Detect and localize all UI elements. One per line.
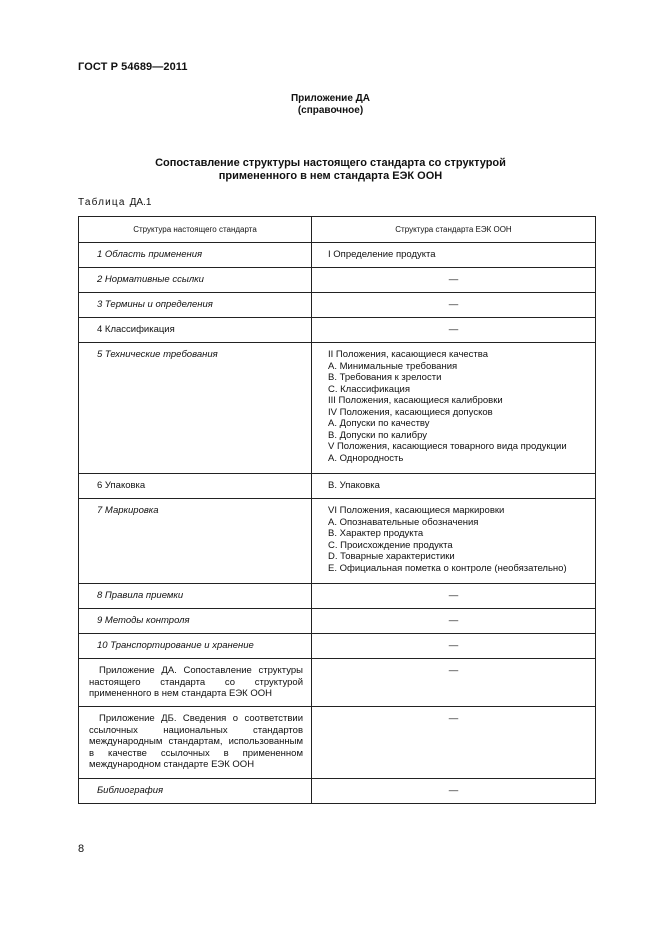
row-left-cell: 6 Упаковка xyxy=(79,474,312,499)
row-right-cell xyxy=(312,243,596,268)
right-cell-line: B. Требования к зрелости xyxy=(328,372,442,383)
table-row xyxy=(79,474,596,499)
table-row xyxy=(79,707,596,779)
row-left-cell: 3 Термины и определения xyxy=(79,293,312,318)
row-right-cell xyxy=(312,499,596,584)
column-header-unece: Структура стандарта ЕЭК ООН xyxy=(312,217,596,243)
table-row xyxy=(79,584,596,609)
row-left-cell: 4 Классификация xyxy=(79,318,312,343)
table-row xyxy=(79,268,596,293)
row-left-cell: 1 Область применения xyxy=(79,243,312,268)
table-label-prefix: Таблица xyxy=(78,197,126,208)
row-right-cell xyxy=(312,474,596,499)
right-cell-line: B. Упаковка xyxy=(328,480,380,491)
right-cell-line: A. Однородность xyxy=(328,452,404,464)
table-row xyxy=(79,634,596,659)
table-label xyxy=(78,197,151,208)
table-label-number: ДА.1 xyxy=(129,197,152,208)
right-cell-line: I Определение продукта xyxy=(328,249,436,260)
table-row xyxy=(79,343,596,474)
row-right-cell: — xyxy=(312,707,596,779)
right-cell-line: A. Допуски по качеству xyxy=(328,418,430,429)
row-right-cell: — xyxy=(312,268,596,293)
row-left-cell: Приложение ДА. Сопоставление структуры настоящего стандарта со структурой примененного в нем стандарта ЕЭК ООН xyxy=(79,659,312,707)
table-row xyxy=(79,779,596,804)
section-heading-line2: примененного в нем стандарта ЕЭК ООН xyxy=(218,170,443,182)
row-right-cell: — xyxy=(312,779,596,804)
table-header-row xyxy=(79,217,596,243)
right-cell-line: II Положения, касающиеся качества xyxy=(328,349,489,360)
comparison-table xyxy=(78,216,596,804)
table-row xyxy=(79,293,596,318)
table-row xyxy=(79,318,596,343)
row-right-cell: — xyxy=(312,584,596,609)
section-heading-line1: Сопоставление структуры настоящего стандарта со структурой xyxy=(155,157,506,169)
row-left-cell: 9 Методы контроля xyxy=(79,609,312,634)
column-header-national: Структура настоящего стандарта xyxy=(79,217,312,243)
row-left-cell: 2 Нормативные ссылки xyxy=(79,268,312,293)
right-cell-line: B. Допуски по калибру xyxy=(328,429,428,441)
appendix-title: Приложение ДА xyxy=(290,93,371,104)
table-row xyxy=(79,609,596,634)
table-row xyxy=(79,659,596,707)
row-left-cell: 5 Технические требования xyxy=(79,343,312,474)
row-right-cell: — xyxy=(312,634,596,659)
section-heading xyxy=(0,157,661,183)
right-cell-line: D. Товарные характеристики xyxy=(328,551,455,562)
row-right-cell: — xyxy=(312,318,596,343)
right-cell-line: C. Классификация xyxy=(328,383,410,395)
right-cell-line: IV Положения, касающиеся допусков xyxy=(328,406,493,418)
right-cell-line: III Положения, касающиеся калибровки xyxy=(328,395,503,406)
table-row xyxy=(79,499,596,584)
page-number: 8 xyxy=(78,843,85,855)
row-left-cell: Библиография xyxy=(79,779,312,804)
row-right-cell: — xyxy=(312,659,596,707)
appendix-type: (справочное) xyxy=(297,105,364,116)
document-id: ГОСТ Р 54689—2011 xyxy=(78,61,188,73)
appendix-heading xyxy=(0,93,661,117)
row-right-cell: — xyxy=(312,609,596,634)
row-left-cell: 8 Правила приемки xyxy=(79,584,312,609)
row-left-cell: 10 Транспортирование и хранение xyxy=(79,634,312,659)
table-row xyxy=(79,243,596,268)
right-cell-line: B. Характер продукта xyxy=(328,528,424,539)
row-left-cell: 7 Маркировка xyxy=(79,499,312,584)
right-cell-line: VI Положения, касающиеся маркировки xyxy=(328,505,505,516)
right-cell-line: A. Опознавательные обозначения xyxy=(328,516,479,528)
row-left-cell: Приложение ДБ. Сведения о соответствии ссылочных национальных стандартов международным стандартам, использованным в качестве ссылочных в примененном международном стандарте ЕЭК ООН xyxy=(79,707,312,779)
right-cell-line: E. Официальная пометка о контроле (необязательно) xyxy=(328,562,567,574)
right-cell-line: A. Минимальные требования xyxy=(328,360,458,372)
row-right-cell: — xyxy=(312,293,596,318)
right-cell-line: C. Происхождение продукта xyxy=(328,539,453,551)
row-right-cell xyxy=(312,343,596,474)
right-cell-line: V Положения, касающиеся товарного вида продукции xyxy=(328,441,567,452)
